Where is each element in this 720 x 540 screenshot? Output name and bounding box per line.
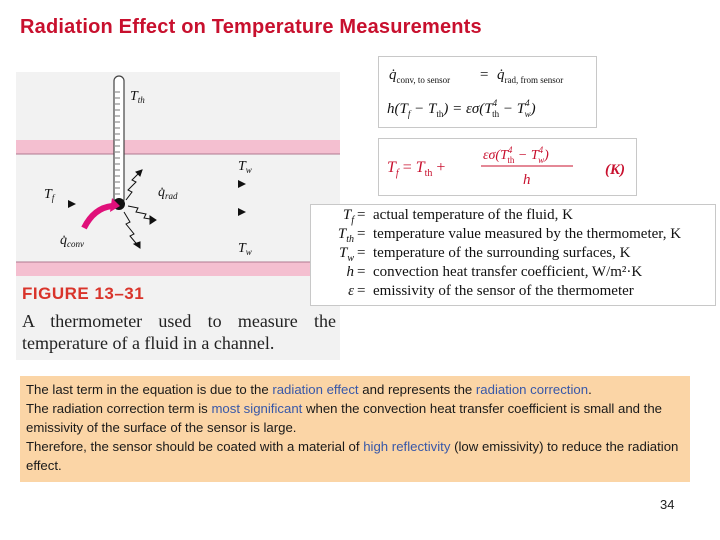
- label-t-f: $T_f$: [44, 187, 55, 203]
- figure-caption: A thermometer used to measure the temperature of a fluid in a channel.: [22, 311, 336, 353]
- symbol-definitions: [310, 204, 716, 306]
- note-paragraph-3: Therefore, the sensor should be coated with a material of high reflectivity (low emissivity) to reduce the radiation effect.: [26, 439, 679, 473]
- eq1-line2: $h(T_f - T_{th}) = \varepsilon\sigma(T^4$ th − $T^4$ w): [387, 98, 536, 119]
- note-paragraph-1: The last term in the equation is due to the radiation effect and represents the radiation correction.: [26, 382, 592, 397]
- figure-label: FIGURE 13–31: [22, 284, 145, 303]
- radiation-arrows: [124, 170, 156, 248]
- definition-row: h = convection heat transfer coefficient, W/m²·K: [346, 264, 643, 280]
- svg-text:h: h: [523, 172, 531, 188]
- energy-balance-equation: [378, 56, 597, 128]
- bottom-wall: [16, 262, 340, 276]
- fluid-temperature-equation: [378, 138, 637, 196]
- definition-row: $T_f$ = actual temperature of the fluid, K: [342, 207, 573, 226]
- label-t-w-top: $T_w$: [238, 159, 252, 175]
- page-title: Radiation Effect on Temperature Measurements: [20, 16, 482, 38]
- eq1-lhs: $q̇_{conv, to sensor}$: [389, 67, 451, 85]
- eq1-equals: =: [479, 67, 490, 83]
- label-q-conv: $q̇_{conv}$: [60, 233, 84, 249]
- svg-text:Tf = Tth +: $T_f = T_{th}$ +: [387, 159, 446, 179]
- note-paragraph-2: The radiation correction term is most significant when the convection heat transfer coefficient is small and the emissivity of the surface of the sensor is large.: [26, 401, 663, 435]
- convection-arrow: [84, 206, 112, 228]
- fluid-temperature-svg: [379, 139, 636, 195]
- top-wall: [16, 140, 340, 154]
- label-t-w-bottom: $T_w$: [238, 241, 252, 257]
- svg-text:εσ(T4th − T4w): $\varepsilon\sigma(T^4$ th − $T^4$ w): [483, 145, 549, 165]
- eq1-rhs: $q̇_{rad, from sensor}$: [497, 67, 564, 85]
- definition-row: $T_{th}$ = temperature value measured by the thermometer, K: [337, 226, 682, 245]
- label-q-rad: $q̇_{rad}$: [158, 185, 178, 201]
- definition-row: $T_w$ = temperature of the surrounding surfaces, K: [338, 245, 631, 264]
- definition-row: ε = emissivity of the sensor of the thermometer: [348, 283, 634, 299]
- label-t-th: $T_{th}$: [130, 89, 145, 105]
- explanation-box: [20, 376, 690, 482]
- page-number: 34: [660, 497, 675, 512]
- energy-balance-svg: [379, 57, 596, 127]
- eq2-unit: (K): [605, 162, 625, 178]
- thermometer-figure: [16, 72, 340, 360]
